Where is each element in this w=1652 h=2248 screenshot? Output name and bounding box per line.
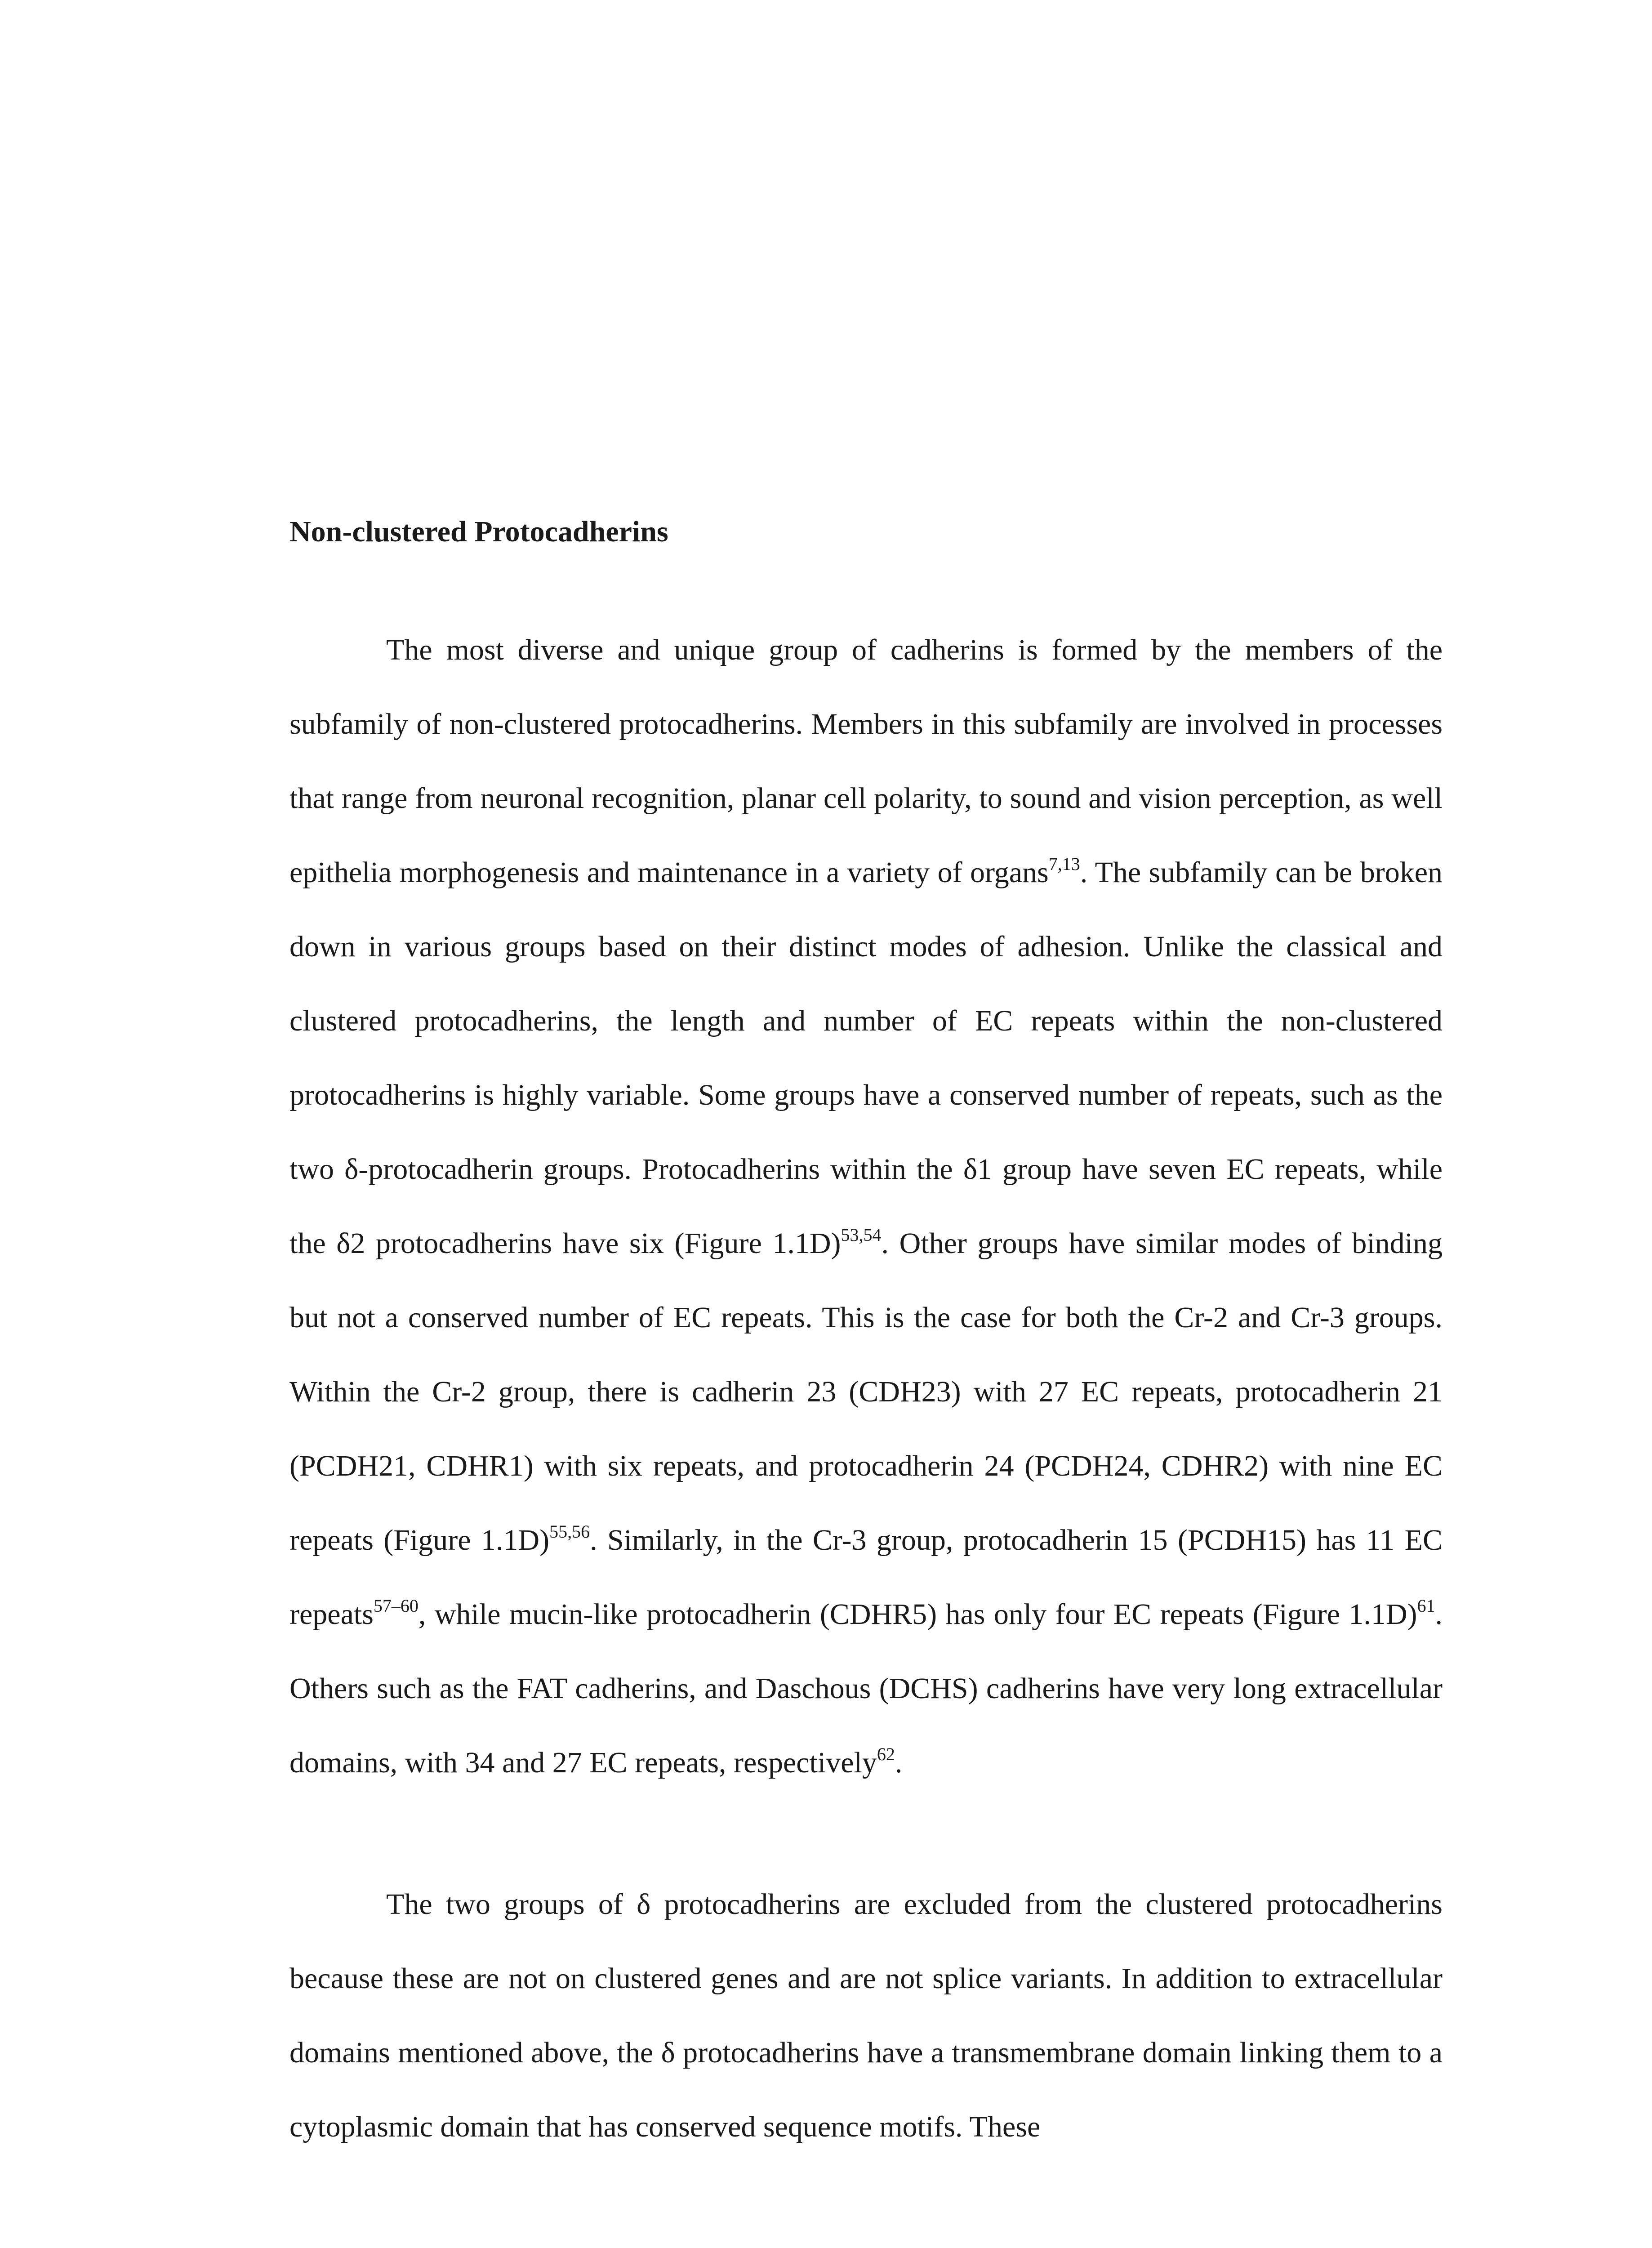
- citation-55-56: 55,56: [549, 1521, 590, 1542]
- citation-57-60: 57–60: [373, 1596, 419, 1616]
- citation-61: 61: [1417, 1596, 1435, 1616]
- citation-62: 62: [877, 1744, 895, 1764]
- paragraph-1: [289, 613, 1443, 1800]
- paragraph-1-text-4: . Similarly, in the Cr-3 group, protocadherin 15 (PCDH15) has 11 EC repeats: [289, 1524, 1443, 1631]
- paragraph-1-text-2: . The subfamily can be broken down in various groups based on their distinct modes of adhesion. Unlike the classical and clustered protocadherins, the length and number of EC repeats within the non-clustered protocadherins is highly variable. Some groups have a conserved number of repeats, such as the two δ-protocadherin groups. Protocadherins within the δ1 group have seven EC repeats, while the δ2 protocadherins have six (Figure 1.1D): [289, 856, 1443, 1260]
- paragraph-1-text-1: The most diverse and unique group of cadherins is formed by the members of the subfamily of non-clustered protocadherins. Members in this subfamily are involved in processes that range from neuronal recognition, planar cell polarity, to sound and vision perception, as well epithelia morphogenesis and maintenance in a variety of organs: [289, 633, 1443, 889]
- paragraph-2: The two groups of δ protocadherins are excluded from the clustered protocadherins because these are not on clustered genes and are not splice variants. In addition to extracellular domains mentioned above, the δ protocadherins have a transmembrane domain linking them to a cytoplasmic domain that has conserved sequence motifs. These: [289, 1888, 1443, 2143]
- section-heading: Non-clustered Protocadherins: [289, 515, 668, 548]
- citation-7-13: 7,13: [1048, 854, 1080, 874]
- paragraph-1-text-5: , while mucin-like protocadherin (CDHR5) has only four EC repeats (Figure 1.1D): [418, 1598, 1417, 1631]
- paragraph-1-text-3: . Other groups have similar modes of binding but not a conserved number of EC repeats. This is the case for both the Cr-2 and Cr-3 groups. Within the Cr-2 group, there is cadherin 23 (CDH23) with 27 EC repeats, protocadherin 21 (PCDH21, CDHR1) with six repeats, and protocadherin 24 (PCDH24, CDHR2) with nine EC repeats (Figure 1.1D): [289, 1227, 1443, 1557]
- paragraph-1-text-6: . Others such as the FAT cadherins, and Daschous (DCHS) cadherins have very long extracellular domains, with 34 and 27 EC repeats, respectively: [289, 1598, 1443, 1779]
- paragraph-1-text-7: .: [895, 1746, 903, 1779]
- citation-53-54: 53,54: [841, 1225, 882, 1245]
